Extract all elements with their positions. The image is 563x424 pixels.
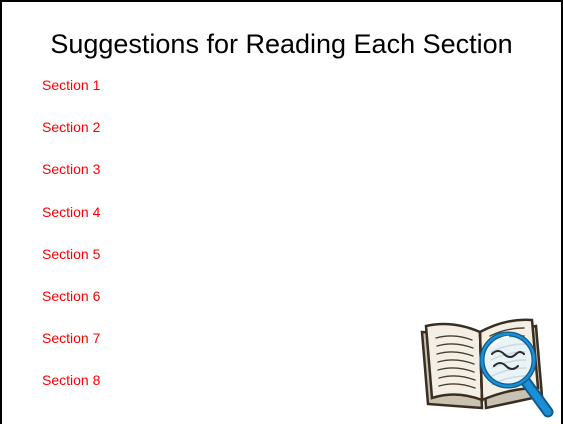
section-link-5[interactable]: Section 5 [42, 245, 101, 262]
book-magnifier-icon [408, 296, 558, 422]
section-link-7[interactable]: Section 7 [42, 330, 101, 347]
slide-title: Suggestions for Reading Each Section [50, 29, 513, 59]
section-list [42, 75, 100, 413]
section-link-6[interactable]: Section 6 [42, 287, 101, 304]
section-link-1[interactable]: Section 1 [42, 77, 101, 93]
section-link-2[interactable]: Section 2 [42, 119, 101, 136]
section-link-4[interactable]: Section 4 [42, 203, 101, 220]
section-link-3[interactable]: Section 3 [42, 161, 101, 178]
section-link-8[interactable]: Section 8 [42, 372, 101, 389]
